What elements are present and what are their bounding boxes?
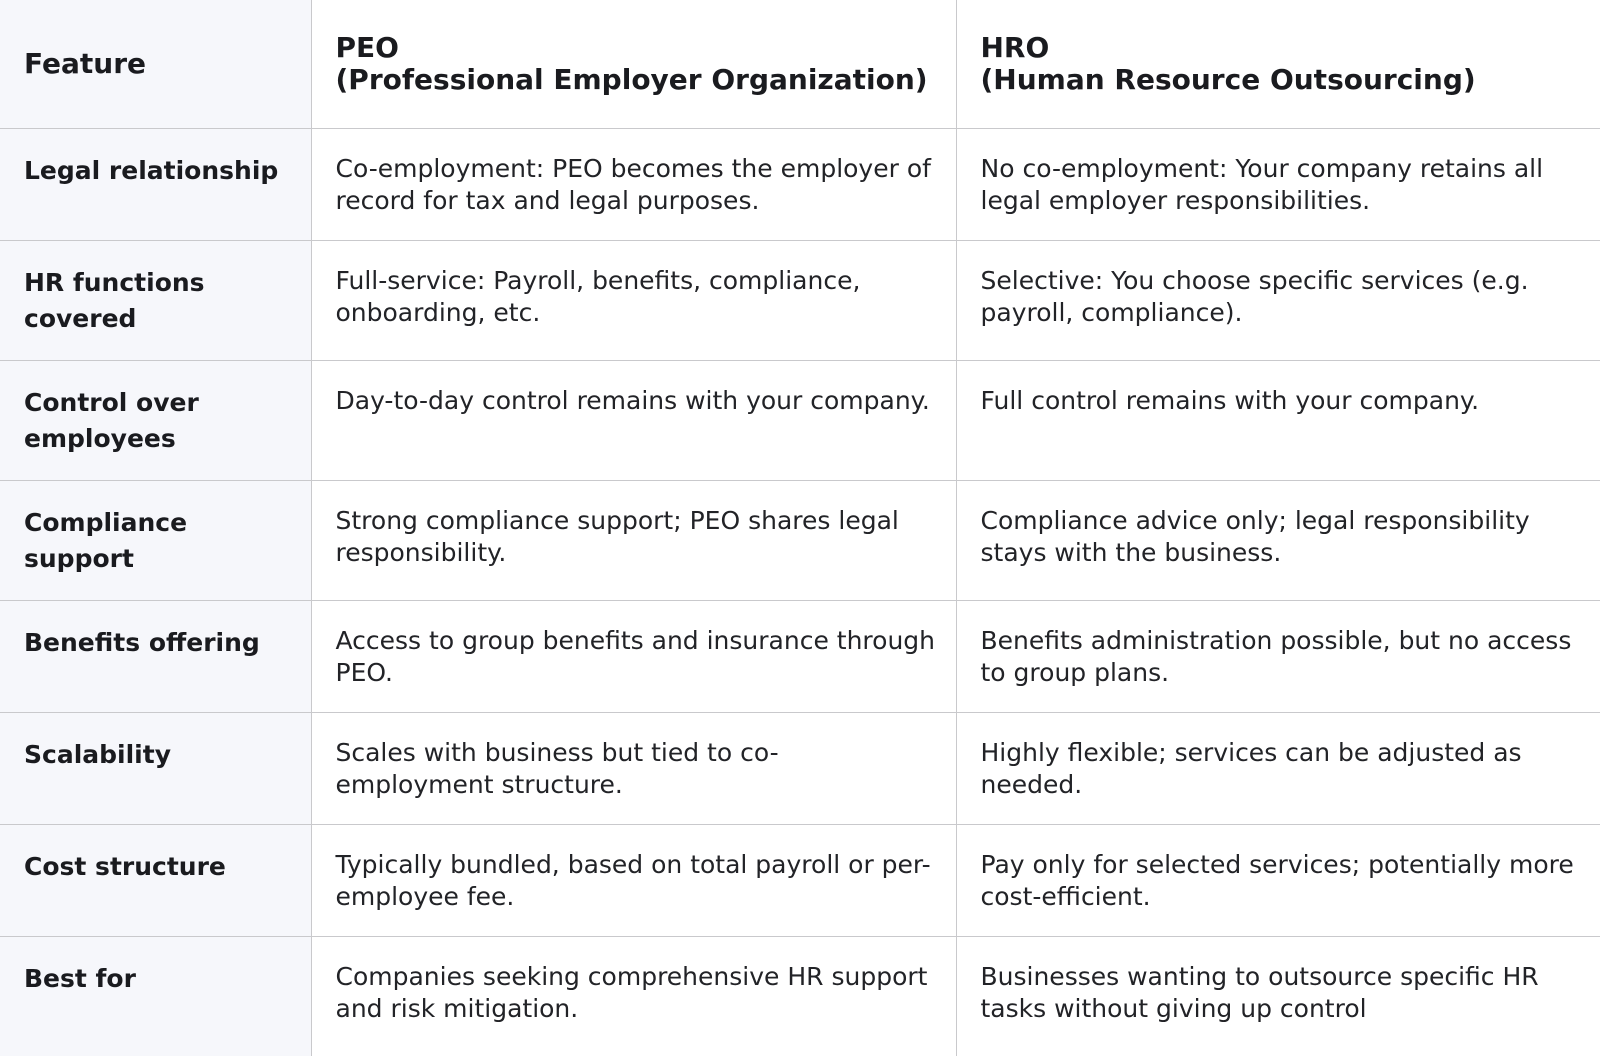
peo-cell: Co-employment: PEO becomes the employer of record for tax and legal purposes. [311,128,956,240]
peo-cell: Full-service: Payroll, benefits, compliance, onboarding, etc. [311,240,956,360]
peo-cell: Access to group benefits and insurance through PEO. [311,600,956,712]
feature-cell: Legal relationship [0,128,311,240]
peo-cell: Scales with business but tied to co-employment structure. [311,712,956,824]
peo-cell: Typically bundled, based on total payroll or per-employee fee. [311,824,956,936]
feature-cell: Benefits offering [0,600,311,712]
header-row [0,0,1600,128]
header-peo-title: PEO [335,30,399,64]
header-hro-subtitle: (Human Resource Outsourcing) [980,62,1476,96]
header-feature: Feature [0,0,311,128]
table-row [0,128,1600,240]
hro-cell: Highly flexible; services can be adjusted as needed. [956,712,1600,824]
header-peo-subtitle: (Professional Employer Organization) [335,62,928,96]
feature-cell: Compliance support [0,480,311,600]
hro-cell: No co-employment: Your company retains all legal employer responsibilities. [956,128,1600,240]
hro-cell: Benefits administration possible, but no access to group plans. [956,600,1600,712]
header-peo [311,0,956,128]
hro-cell: Businesses wanting to outsource specific HR tasks without giving up control [956,936,1600,1056]
hro-cell: Full control remains with your company. [956,360,1600,480]
header-hro [956,0,1600,128]
table-row [0,936,1600,1056]
table-row [0,600,1600,712]
peo-cell: Strong compliance support; PEO shares legal responsibility. [311,480,956,600]
table-row [0,480,1600,600]
peo-cell: Day-to-day control remains with your company. [311,360,956,480]
hro-cell: Selective: You choose specific services (e.g. payroll, compliance). [956,240,1600,360]
feature-cell: Scalability [0,712,311,824]
feature-cell: Control over employees [0,360,311,480]
table-row [0,824,1600,936]
feature-cell: Best for [0,936,311,1056]
peo-cell: Companies seeking comprehensive HR support and risk mitigation. [311,936,956,1056]
feature-cell: Cost structure [0,824,311,936]
table-row [0,240,1600,360]
table-row [0,712,1600,824]
feature-cell: HR functions covered [0,240,311,360]
hro-cell: Compliance advice only; legal responsibility stays with the business. [956,480,1600,600]
table-row [0,360,1600,480]
hro-cell: Pay only for selected services; potentially more cost-efficient. [956,824,1600,936]
header-hro-title: HRO [980,30,1050,64]
